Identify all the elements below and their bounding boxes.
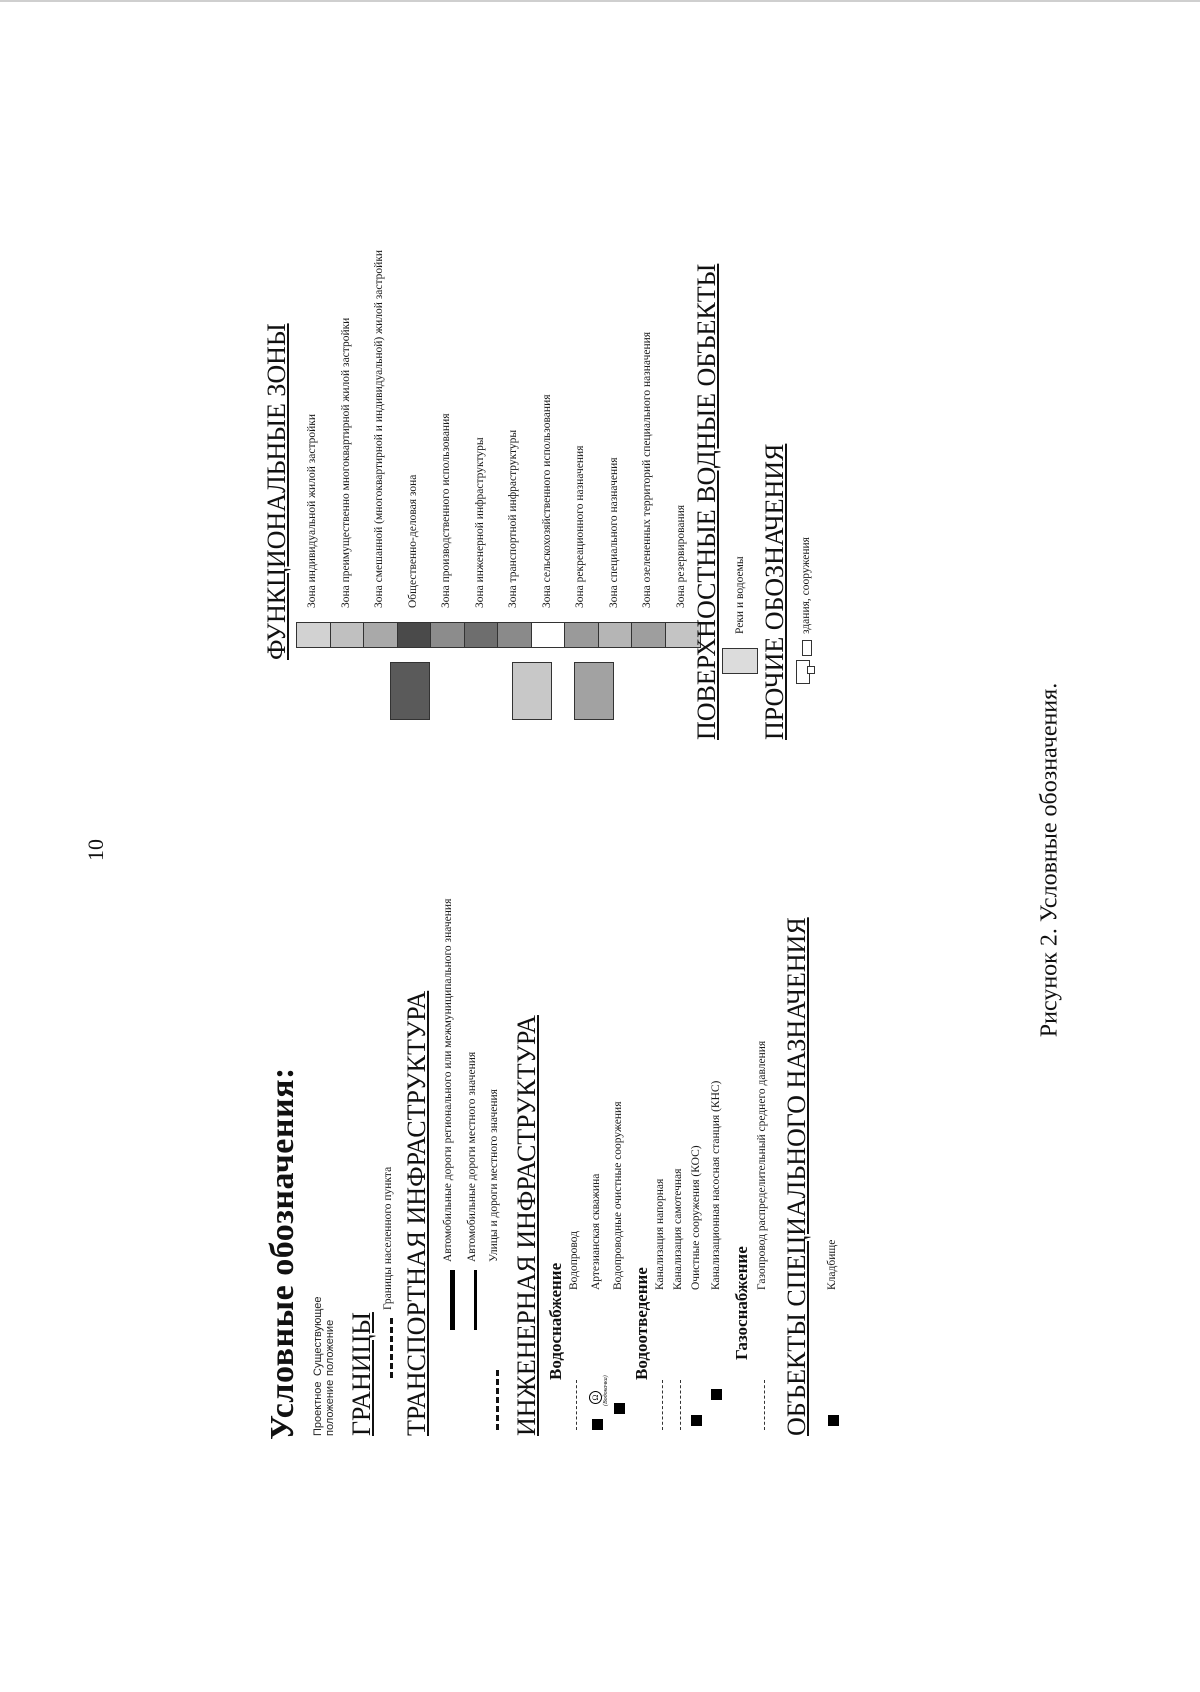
zone-item-label: Общественно-деловая зона xyxy=(406,474,419,608)
sewer-item-pump-station: Канализационная насосная станция (КНС) xyxy=(710,1080,722,1290)
local-road-symbol xyxy=(474,1270,477,1330)
section-boundaries-heading: ГРАНИЦЫ xyxy=(347,1312,376,1436)
zone-swatch xyxy=(497,622,533,648)
structure-icon xyxy=(802,640,812,656)
water-objects-item: Реки и водоемы xyxy=(734,556,746,634)
column-header-existing: Существующее положение xyxy=(312,1296,336,1376)
gas-pipe-symbol xyxy=(764,1380,765,1430)
sewer-pressure-symbol xyxy=(662,1380,663,1430)
water-pipe-symbol xyxy=(576,1380,577,1430)
water-item-treatment: Водопроводные очистные сооружения xyxy=(612,1101,624,1290)
section-zones-heading: ФУНКЦИОНАЛЬНЫЕ ЗОНЫ xyxy=(262,323,291,660)
zone-swatch xyxy=(330,622,366,648)
legend-sheet xyxy=(262,30,912,1440)
zone-swatch xyxy=(464,622,500,648)
zone-swatch xyxy=(296,622,332,648)
zone-swatch xyxy=(564,622,600,648)
sewer-item-treatment: Очистные сооружения (КОС) xyxy=(690,1145,702,1290)
zone-swatch xyxy=(631,622,667,648)
section-special-heading: ОБЪЕКТЫ СПЕЦИАЛЬНОГО НАЗНАЧЕНИЯ xyxy=(782,917,811,1436)
section-engineering-heading: ИНЖЕНЕРНАЯ ИНФРАСТРУКТУРА xyxy=(512,1015,541,1436)
section-transport-heading: ТРАНСПОРТНАЯ ИНФРАСТРУКТУРА xyxy=(402,990,431,1436)
cemetery-symbol xyxy=(828,1415,839,1426)
page-number: 10 xyxy=(83,839,108,861)
pump-station-symbol xyxy=(711,1389,722,1400)
section-water-objects-heading: ПОВЕРХНОСТНЫЕ ВОДНЫЕ ОБЪЕКТЫ xyxy=(692,263,721,740)
zone-swatch xyxy=(430,622,466,648)
figure-caption: Рисунок 2. Условные обозначения. xyxy=(1036,682,1063,1038)
zone-extra-swatch-1 xyxy=(390,662,430,720)
artesian-well-existing-icon: Ω xyxy=(589,1391,602,1404)
zone-item-label: Зона индивидуальной жилой застройки xyxy=(306,413,318,608)
special-item-cemetery: Кладбище xyxy=(826,1239,838,1290)
water-supply-label: Водоснабжение xyxy=(546,1262,565,1380)
transport-item-local: Автомобильные дороги местного значения xyxy=(466,1051,478,1262)
zone-swatch xyxy=(397,622,433,648)
water-tower-note: (Водокачка) xyxy=(603,1375,609,1406)
section-other-heading: ПРОЧИЕ ОБОЗНАЧЕНИЯ xyxy=(760,443,789,740)
zone-item-label: Зона производственного использования xyxy=(440,413,452,608)
local-street-projected-symbol xyxy=(496,1370,499,1430)
sewer-item-pressure: Канализация напорная xyxy=(654,1178,666,1290)
gas-supply-label: Газоснабжение xyxy=(732,1246,751,1360)
column-header-projected: Проектное положение xyxy=(312,1379,336,1436)
water-item-pipe: Водопровод xyxy=(568,1231,580,1290)
zone-item-label: Зона инженерной инфраструктуры xyxy=(473,437,486,608)
sewer-item-gravity: Канализация самотечная xyxy=(672,1168,684,1290)
zone-swatch xyxy=(363,622,399,648)
water-item-well: Артезианская скважина xyxy=(590,1173,602,1290)
regional-road-symbol xyxy=(450,1270,455,1330)
artesian-well-projected-symbol xyxy=(592,1419,603,1430)
other-item-buildings: здания, сооружения xyxy=(800,537,812,634)
sewer-gravity-symbol xyxy=(680,1380,681,1430)
zone-item-label: Зона резервирования xyxy=(674,504,687,608)
water-treatment-symbol xyxy=(614,1403,625,1414)
zone-item-label: Зона специального назначения xyxy=(607,457,620,608)
building-small-icon xyxy=(807,666,815,674)
page-top-edge xyxy=(0,0,1200,2)
zone-extra-swatch-3 xyxy=(574,662,614,720)
legend-title: Условные обозначения: xyxy=(264,1067,301,1440)
zone-item-label: Зона озелененных территорий специального назначения xyxy=(641,331,653,608)
boundary-line-symbol xyxy=(390,1318,393,1378)
sewage-treatment-symbol xyxy=(691,1415,702,1426)
gas-item-pipeline: Газопровод распределительный среднего давления xyxy=(756,1040,768,1290)
transport-item-streets: Улицы и дороги местного значения xyxy=(488,1089,500,1262)
zone-item-label: Зона транспортной инфраструктуры xyxy=(507,429,519,608)
zone-item-label: Зона преимущественно многоквартирной жилой застройки xyxy=(339,317,352,608)
zone-swatch xyxy=(531,622,567,648)
zone-item-label: Зона смешанной (многоквартирной и индивидуальной) жилой застройки xyxy=(373,249,385,608)
zone-item-label: Зона рекреационного назначения xyxy=(574,445,586,608)
transport-item-regional: Автомобильные дороги регионального или межмуниципального значения xyxy=(442,898,454,1262)
zone-swatch xyxy=(598,622,634,648)
sewerage-label: Водоотведение xyxy=(632,1267,651,1380)
zone-extra-swatch-2 xyxy=(512,662,552,720)
zone-item-label: Зона сельскохозяйственного использования xyxy=(540,394,553,608)
boundary-item: Границы населенного пункта xyxy=(382,1166,394,1310)
water-objects-swatch xyxy=(722,648,758,674)
